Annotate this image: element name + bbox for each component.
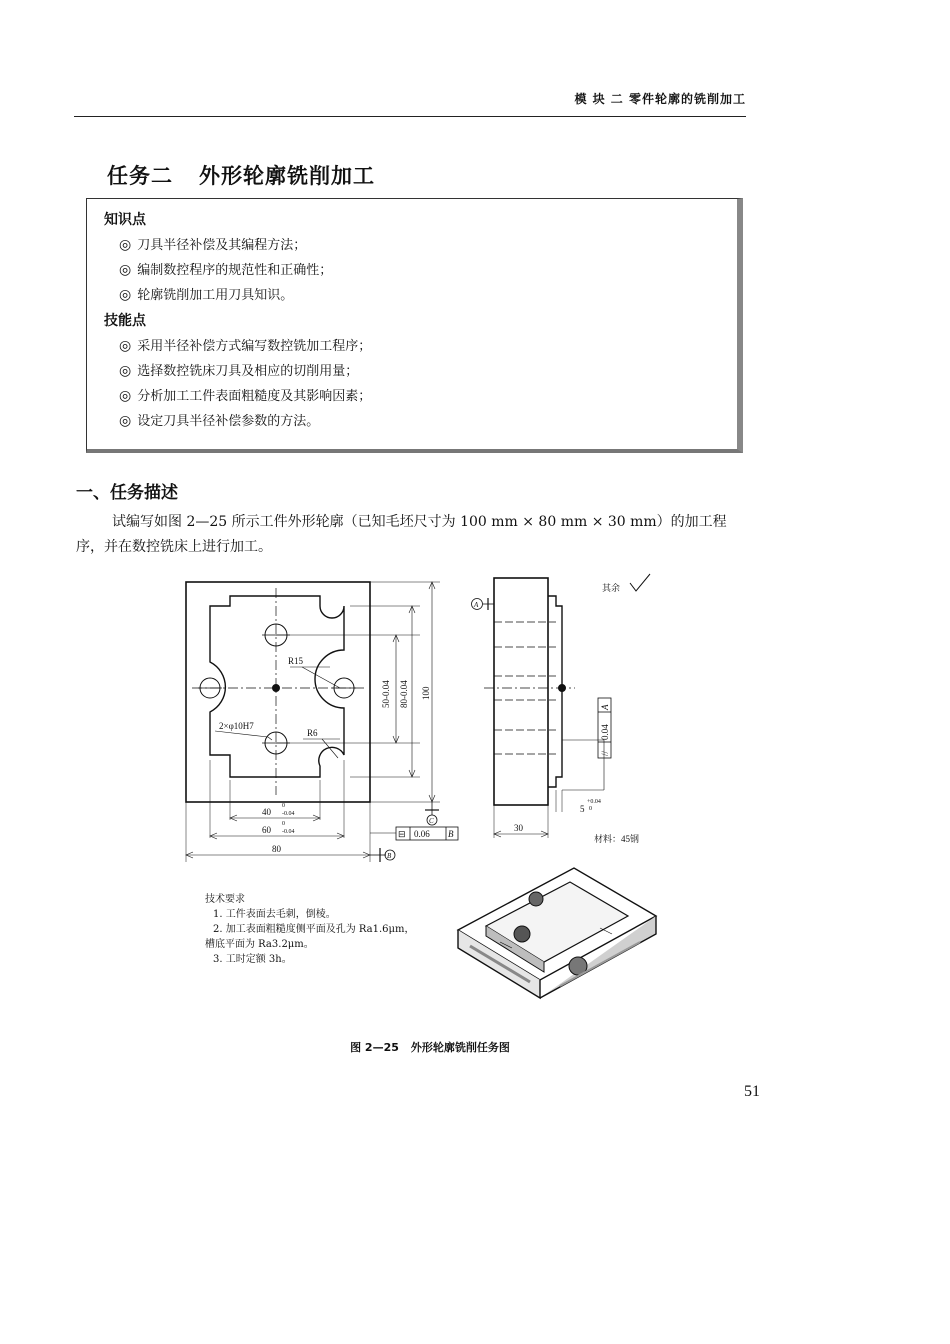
roughness-check-icon (630, 574, 650, 591)
datum-a: A (474, 601, 479, 609)
task-label: 任务二 (107, 164, 173, 188)
fc-flat-value: 0.06 (414, 829, 430, 839)
side-view (472, 574, 651, 844)
dim-30: 30 (514, 823, 523, 833)
isometric-view (458, 868, 656, 998)
tol-5-bot: 0 (589, 806, 592, 812)
knowledge-heading: 知识点 (104, 212, 146, 228)
bullet-icon: ◎ (119, 363, 132, 379)
holes-label: 2×φ10H7 (219, 721, 254, 731)
task-name: 外形轮廓铣削加工 (199, 164, 375, 188)
dim-60: 60 (262, 825, 271, 835)
figure-title: 外形轮廓铣削任务图 (410, 1041, 510, 1054)
dim-40: 40 (262, 807, 271, 817)
skill-item: ◎ 选择数控铣床刀具及相应的切削用量； (119, 363, 359, 379)
skill-item: ◎ 采用半径补偿方式编写数控铣加工程序； (119, 338, 372, 354)
skills-heading: 技能点 (104, 313, 146, 329)
center-point (273, 685, 280, 692)
fc-par-symbol: // (600, 750, 610, 756)
dim-100: 100 (421, 686, 431, 700)
outer-outline (186, 582, 370, 802)
bullet-icon: ◎ (119, 287, 132, 303)
fc-par-datum: A (600, 704, 610, 710)
knowledge-item: ◎ 轮廓铣削加工用刀具知识。 (119, 287, 294, 303)
technical-requirements (205, 892, 415, 967)
skill-item: ◎ 设定刀具半径补偿参数的方法。 (119, 413, 320, 429)
tech-item: 槽底平面为 Ra3.2μm。 (205, 939, 314, 950)
tech-item: 2. 加工表面粗糙度侧平面及孔为 Ra1.6μm， (213, 924, 415, 935)
figure-label: 图 2—25 (350, 1041, 399, 1054)
dim-5: 5 (580, 804, 585, 814)
tech-title: 技术要求 (205, 894, 245, 905)
tech-item: 3. 工时定额 3h。 (213, 954, 292, 965)
knowledge-item: ◎ 刀具半径补偿及其编程方法； (119, 237, 307, 253)
page-number: 51 (744, 1083, 760, 1100)
tol-5-top: +0.04 (587, 799, 601, 805)
fc-flat-symbol: ⊟ (398, 829, 406, 839)
material-label: 材料：45钢 (594, 834, 640, 844)
datum-b: B (387, 852, 392, 860)
dim-80: 80 (272, 844, 281, 854)
bullet-icon: ◎ (119, 237, 132, 253)
tol-40-top: 0 (282, 803, 285, 809)
tol-40-bot: -0.04 (282, 811, 295, 817)
surface-note: 其余 (602, 583, 621, 593)
tech-item: 1. 工件表面去毛刺，倒棱。 (213, 909, 336, 920)
bullet-icon: ◎ (119, 338, 132, 354)
dim-80v: 80-0.04 (399, 680, 409, 708)
skill-item: ◎ 分析加工工件表面粗糙度及其影响因素； (119, 388, 372, 404)
r6-label: R6 (307, 728, 318, 738)
datum-c: C (429, 817, 434, 825)
r15-label: R15 (288, 656, 304, 666)
figure-caption (300, 1039, 560, 1055)
running-header: 模 块 二 零件轮廓的铣削加工 (574, 92, 746, 106)
tol-60-top: 0 (282, 821, 285, 827)
task-description: 试编写如图 2—25 所示工件外形轮廓（已知毛坯尺寸为 100 mm × 80 mm × 30 mm）的加工程序，并在数控铣床上进行加工。 (76, 514, 727, 555)
tol-60-bot: -0.04 (282, 829, 295, 835)
bullet-icon: ◎ (119, 262, 132, 278)
section-heading: 一、任务描述 (76, 483, 178, 503)
fc-par-value: 0.04 (600, 724, 610, 740)
front-view (186, 582, 458, 862)
bullet-icon: ◎ (119, 413, 132, 429)
bullet-icon: ◎ (119, 388, 132, 404)
dim-50: 50-0.04 (381, 680, 391, 708)
fc-flat-datum: B (448, 829, 454, 839)
knowledge-item: ◎ 编制数控程序的规范性和正确性； (119, 262, 333, 278)
